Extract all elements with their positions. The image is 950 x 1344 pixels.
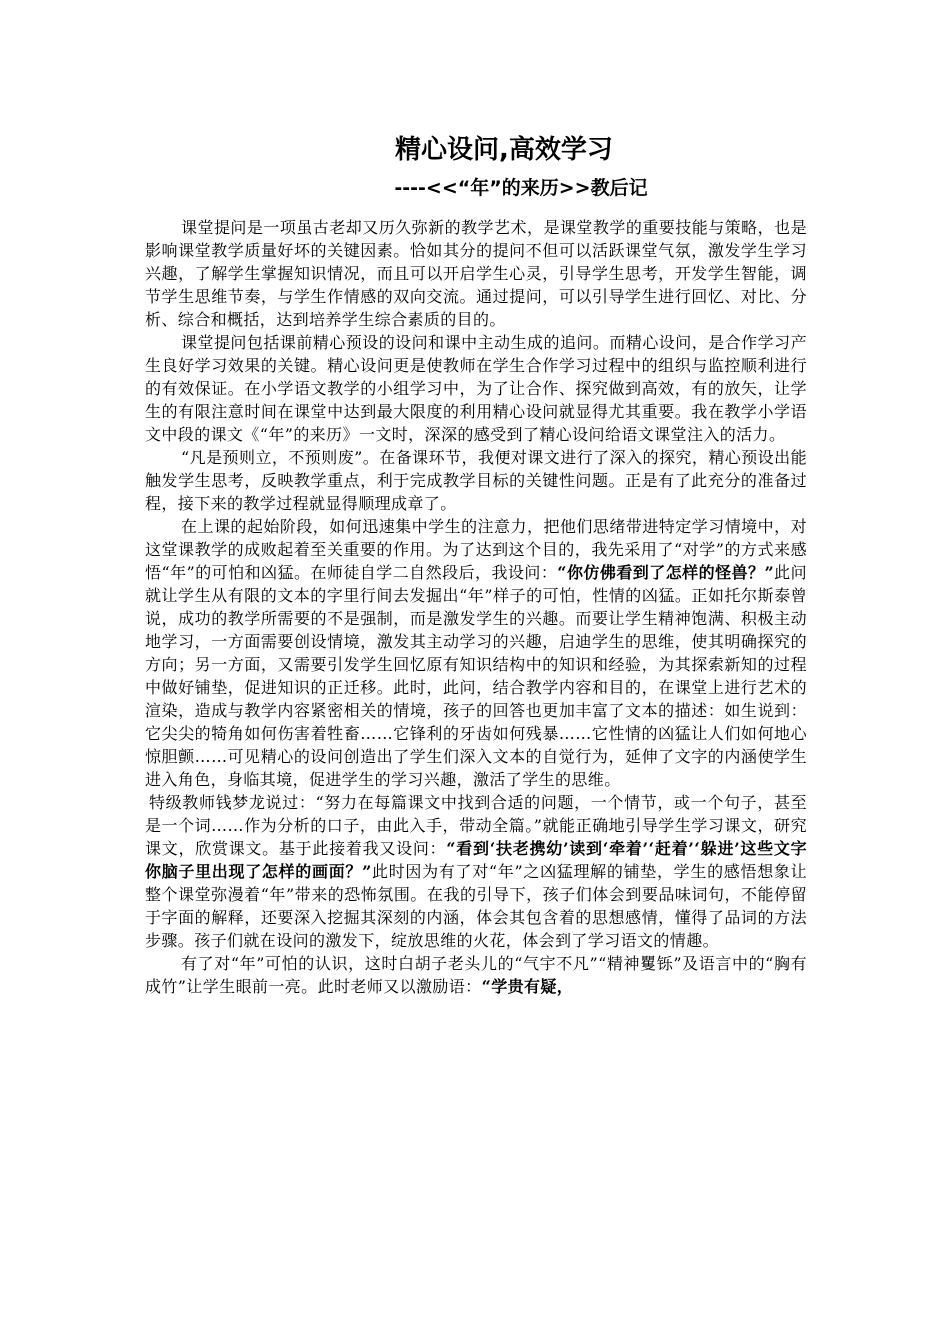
paragraph-3: “凡是预则立，不预则废”。在备课环节，我便对课文进行了深入的探究，精心预设出能触发学生思考，反映教学重点，利于完成教学目标的关键性问题。正是有了此充分的准备过程，接下来的教学过程就显得顺理成章了。 (145, 448, 807, 513)
question-doubt: “学贵有疑， (481, 977, 574, 996)
paragraph-5 (145, 791, 807, 952)
paragraph-5-text-a: 特级教师钱梦龙说过：“努力在每篇课文中找到合适的问题，一个情节，或一个句子，甚至是一个词……作为分析的口子，由此入手，带动全篇。”就能正确地引导学生学习课文，研究课文，欣赏课文。基于此接着我又设问： (145, 793, 807, 858)
paragraph-2: 课堂提问包括课前精心预设的设问和课中主动生成的追问。而精心设问，是合作学习产生良好学习效果的关键。精心设问更是使教师在学生合作学习过程中的组织与监控顺利进行的有效保证。在小学语文教学的小组学习中，为了让合作、探究做到高效，有的放矢，让学生的有限注意时间在课堂中达到最大限度的利用精心设问就显得尤其重要。我在教学小学语文中段的课文《“年”的来历》一文时，深深的感受到了精心设问给语文课堂注入的活力。 (145, 333, 807, 444)
paragraph-4-text-a: 在上课的起始阶段，如何迅速集中学生的注意力，把他们思绪带进特定学习情境中，对这堂课教学的成败起着至关重要的作用。为了达到这个目的，我先采用了“对学”的方式来感悟“年”的可怕和凶猛。在师徒自学二自然段后，我设问： (145, 517, 807, 582)
paragraph-6 (145, 952, 807, 998)
paragraph-4 (145, 515, 807, 791)
paragraph-6-text-a: 有了对“年”可怕的认识，这时白胡子老头儿的“气宇不凡”“精神矍铄”及语言中的“胸有成竹”让学生眼前一亮。此时老师又以激励语： (145, 954, 807, 996)
page-subtitle: ----<<“年”的来历>>教后记 (394, 177, 648, 199)
paragraph-5-text-b: 此时因为有了对“年”之凶猛理解的铺垫，学生的感悟想象让整个课堂弥漫着“年”带来的恐怖氛围。在我的引导下，孩子们体会到要品味词句，不能停留于字面的解释，还要深入挖掘其深刻的内涵，体会其包含着的思想感情，懂得了品词的方法步骤。孩子们就在设问的激发下，绽放思维的火花，体会到了学习语文的情趣。 (145, 862, 807, 950)
paragraph-4-text-b: 此问就让学生从有限的文本的字里行间去发掘出“年”样子的可怕，性情的凶猛。正如托尔斯泰曾说，成功的教学所需要的不是强制，而是激发学生的兴趣。而要让学生精神饱满、积极主动地学习，一方面需要创设情境，激发其主动学习的兴趣，启迪学生的思维，使其明确探究的方向；另一方面，又需要引发学生回忆原有知识结构中的知识和经验，为其探索新知的过程中做好铺垫，促进知识的正迁移。此时，此问，结合教学内容和目的，在课堂上进行艺术的渲染，造成与教学内容紧密相关的情境，孩子的回答也更加丰富了文本的描述：如生说到：它尖尖的犄角如何伤害着牲畜……它锋利的牙齿如何残暴……它性情的凶猛让人们如何地心惊胆颤……可见精心的设问创造出了学生们深入文本的自觉行为，延伸了文字的内涵使学生进入角色，身临其境，促进学生的学习兴趣，激活了学生的思维。 (145, 563, 807, 789)
question-picture: “看到‘扶老携幼’读到‘牵着’‘赶着’‘躲进’这些文字你脑子里出现了怎样的画面？” (145, 839, 807, 881)
page-title: 精心设问,高效学习 (395, 135, 613, 165)
paragraph-1: 课堂提问是一项虽古老却又历久弥新的教学艺术，是课堂教学的重要技能与策略，也是影响课堂教学质量好坏的关键因素。恰如其分的提问不但可以活跃课堂气氛，激发学生学习兴趣，了解学生掌握知识情况，而且可以开启学生心灵，引导学生思考，开发学生智能，调节学生思维节奏，与学生作情感的双向交流。通过提问，可以引导学生进行回忆、对比、分析、综合和概括，达到培养学生综合素质的目的。 (145, 218, 807, 329)
document-page (145, 128, 807, 998)
document-body (145, 216, 807, 998)
question-monster: “你仿佛看到了怎样的怪兽？” (557, 563, 775, 582)
